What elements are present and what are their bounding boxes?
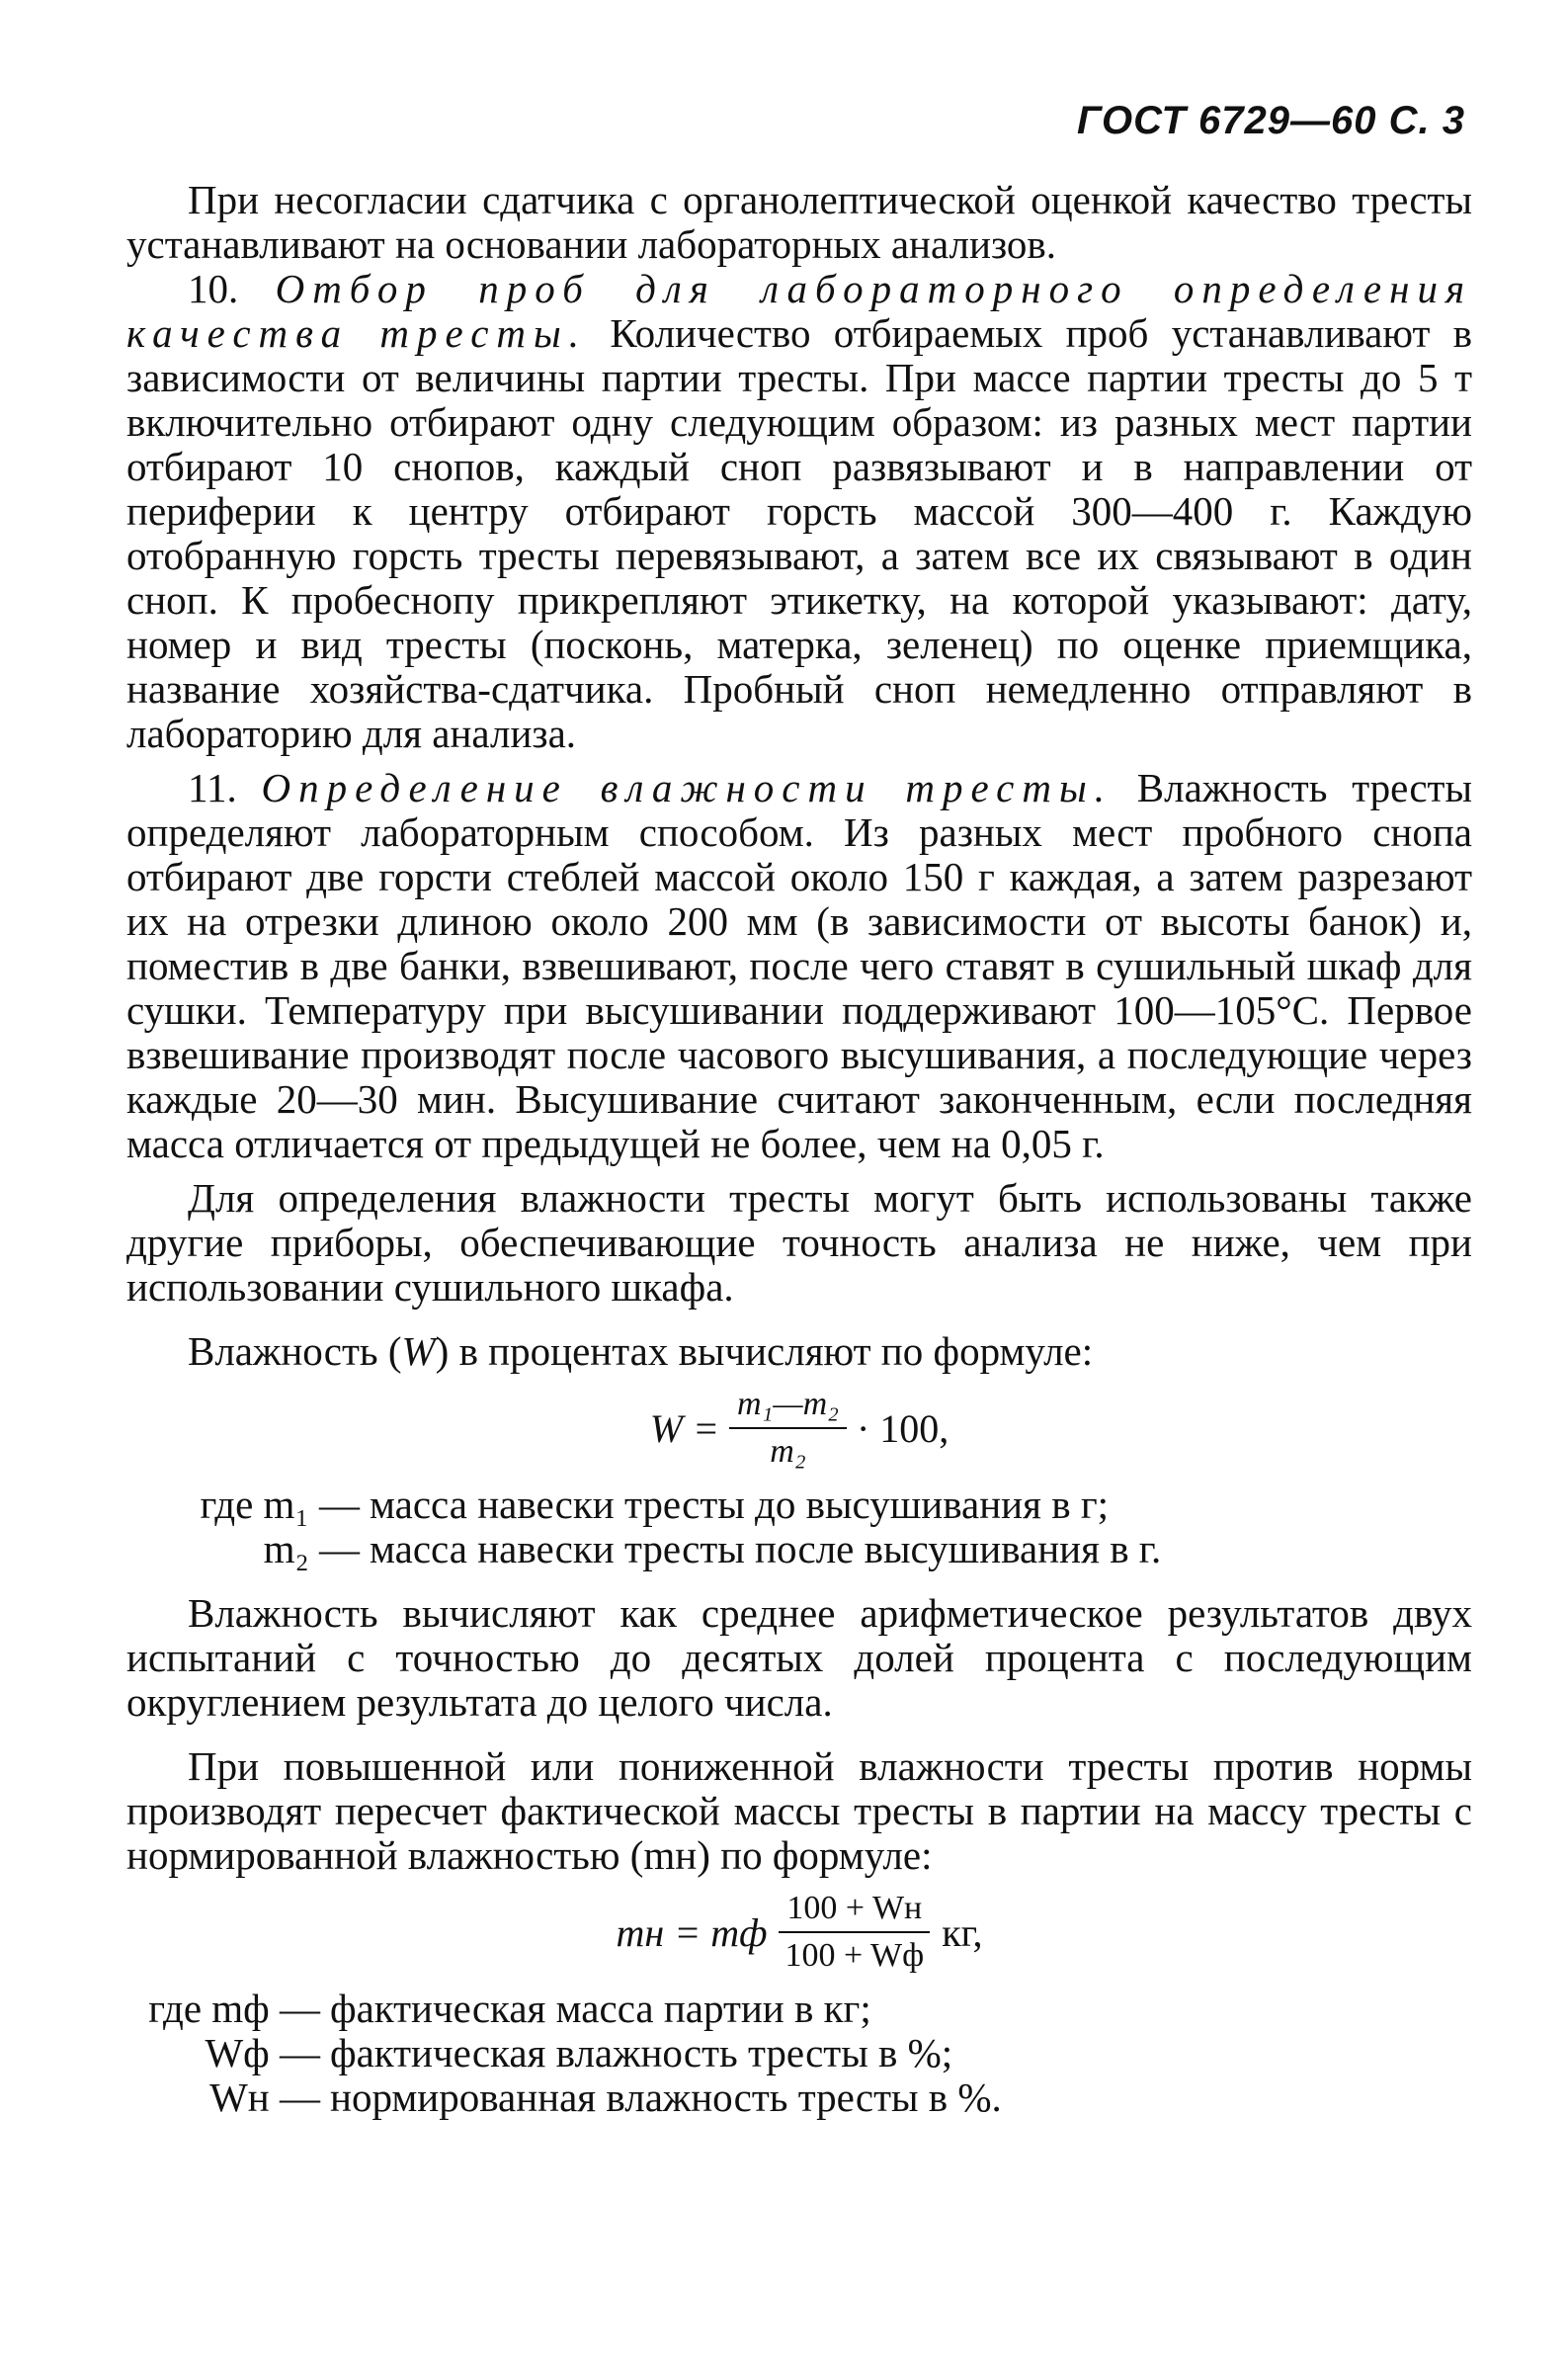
section-10	[126, 267, 1472, 756]
definition-key: Wф —	[205, 2030, 320, 2075]
definition-row	[126, 1482, 1472, 1527]
definition-text: масса навески тресты до высушивания в г;	[370, 1482, 1110, 1527]
formula2-fraction	[778, 1890, 933, 1975]
section-11-number: 11.	[188, 765, 237, 810]
document-body	[126, 178, 1472, 2120]
formula2-tail: кг,	[942, 1909, 983, 1955]
intro-var-w: W	[401, 1328, 436, 1374]
formula2-lhs: mн = mф	[616, 1909, 768, 1955]
formula-moisture	[126, 1386, 1472, 1471]
formula1-numerator: m₁—m₂	[729, 1386, 847, 1429]
definition-row	[126, 2075, 1472, 2120]
paragraph-average: Влажность вычисляют как среднее арифметическое результатов двух испытаний с точностью до десятых долей процента с последующим округлением результата до целого числа.	[126, 1590, 1472, 1725]
section-11-text: Влажность тресты определяют лабораторным способом. Из разных мест пробного снопа отбирают две горсти стеблей массой около 150 г каждая, а затем разрезают их на отрезки длиною около 200 мм (в зависимости от высоты банок) и, поместив в две банки, взвешивают, после чего ставят в сушильный шкаф для сушки. Температуру при высушивании поддерживают 100—105°С. Первое взвешивание производят после часового высушивания, а последующие через каждые 20—30 мин. Высушивание считают законченным, если последняя масса отличается от предыдущей не более, чем на 0,05 г.	[126, 765, 1472, 1166]
section-11	[126, 766, 1472, 1166]
definition-row	[126, 2031, 1472, 2075]
definition-text: нормированная влажность тресты в %.	[330, 2075, 1002, 2120]
intro-text-after: ) в процентах вычисляют по формуле:	[435, 1328, 1094, 1374]
formula1-denominator: m₂	[770, 1433, 806, 1470]
formula1-lhs: W =	[649, 1405, 719, 1451]
page-header: ГОСТ 6729—60 С. 3	[1077, 99, 1465, 142]
definition-key: где mф —	[148, 1986, 320, 2031]
definition-text: фактическая влажность тресты в %;	[330, 2030, 953, 2075]
paragraph-instruments: Для определения влажности тресты могут быть использованы также другие приборы, обеспечивающие точность анализа не ниже, чем при использовании сушильного шкафа.	[126, 1175, 1472, 1310]
definition-key: Wн —	[209, 2075, 320, 2120]
paragraph-moisture-formula-intro	[126, 1329, 1472, 1374]
definition-key: m₂ —	[263, 1526, 360, 1571]
section-11-heading: Определение влажности тресты.	[261, 765, 1113, 810]
paragraph-recalculation: При повышенной или пониженной влажности тресты против нормы производят пересчет фактической массы тресты в партии на массу тресты с нормированной влажностью (mн) по формуле:	[126, 1743, 1472, 1878]
definition-text: фактическая масса партии в кг;	[330, 1986, 871, 2031]
formula2-numerator: 100 + Wн	[779, 1890, 930, 1933]
formula-normalized-mass	[126, 1890, 1472, 1975]
definition-text: масса навески тресты после высушивания в г.	[370, 1526, 1162, 1571]
section-10-heading: Отбор проб для лабораторного определения качества тресты.	[126, 266, 1473, 356]
definition-row	[126, 1987, 1472, 2031]
formula1-fraction	[729, 1386, 847, 1471]
definitions-2	[126, 1987, 1472, 2120]
paragraph-1: При несогласии сдатчика с органолептической оценкой качество тресты устанавливают на основании лабораторных анализов.	[126, 177, 1472, 267]
formula2-denominator: 100 + Wф	[784, 1937, 925, 1974]
definition-key: где m₁ —	[200, 1482, 360, 1527]
definition-row	[126, 1527, 1472, 1571]
definitions-1	[126, 1482, 1472, 1571]
formula1-tail: · 100,	[856, 1405, 949, 1451]
intro-text-before: Влажность (	[188, 1328, 402, 1374]
section-10-text: Количество отбираемых проб устанавливают в зависимости от величины партии тресты. При массе партии тресты до 5 т включительно отбирают одну следующим образом: из разных мест партии отбирают 10 снопов, каждый сноп развязывают и в направлении от периферии к центру отбирают горсть массой 300—400 г. Каждую отобранную горсть тресты перевязывают, а затем все их связывают в один сноп. К пробеснопу прикрепляют этикетку, на которой указывают: дату, номер и вид тресты (посконь, матерка, зеленец) по оценке приемщика, название хозяйства-сдатчика. Пробный сноп немедленно отправляют в лабораторию для анализа.	[126, 310, 1473, 756]
section-10-number: 10.	[188, 266, 239, 311]
